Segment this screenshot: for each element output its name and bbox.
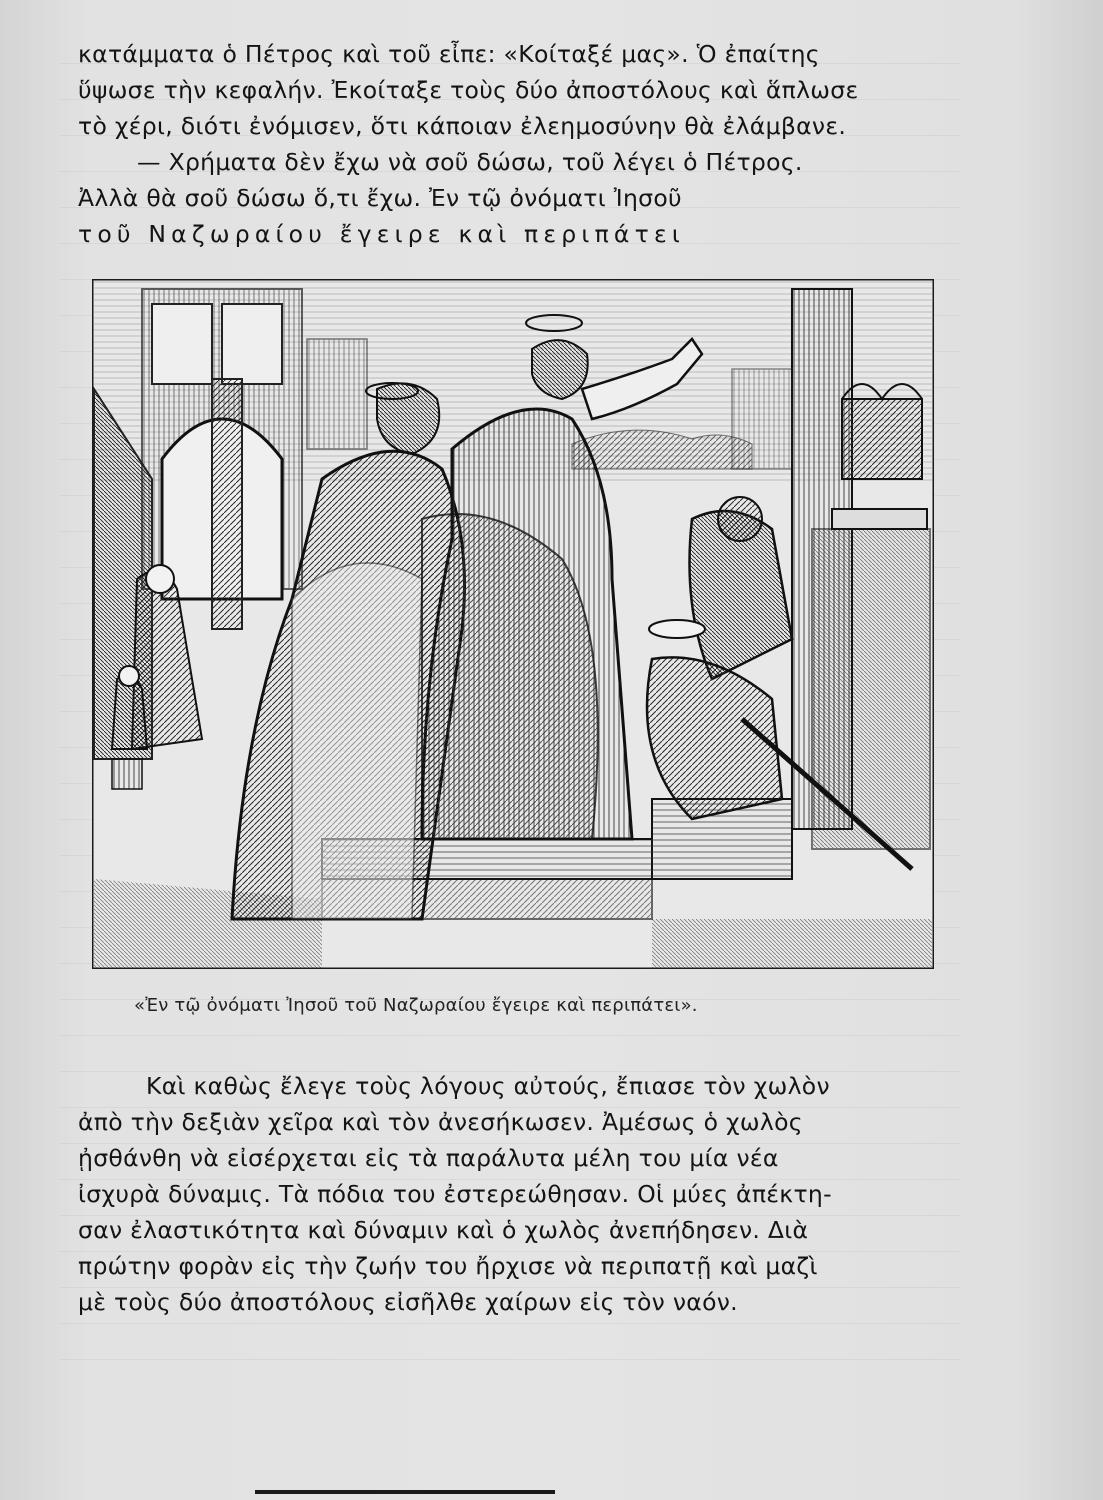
bottom-paragraph-line-1: Καὶ καθὼς ἔλεγε τοὺς λόγους αὐτούς, ἔπιασε τὸν χωλὸν (146, 1072, 830, 1100)
engraving-drawing (92, 279, 934, 969)
bottom-paragraph-line-7: μὲ τοὺς δύο ἀποστόλους εἰσῆλθε χαίρων εἰς τὸν ναόν. (78, 1288, 738, 1316)
bottom-paragraph-line-3: ᾐσθάνθη νὰ εἰσέρχεται εἰς τὰ παράλυτα μέλη του μία νέα (78, 1144, 779, 1172)
top-paragraph-line-6: τοῦ Ναζωραίου ἔγειρε καὶ περιπάτει (78, 220, 686, 248)
illustration-caption: «Ἐν τῷ ὀνόματι Ἰησοῦ τοῦ Ναζωραίου ἔγειρε καὶ περιπάτει». (134, 995, 698, 1016)
top-paragraph-line-3: τὸ χέρι, διότι ἐνόμισεν, ὅτι κάποιαν ἐλεημοσύνην θὰ ἐλάμβανε. (78, 112, 847, 140)
top-paragraph-line-2: ὕψωσε τὴν κεφαλήν. Ἐκοίταξε τοὺς δύο ἀποστόλους καὶ ἅπλωσε (78, 76, 859, 104)
bottom-paragraph-line-5: σαν ἐλαστικότητα καὶ δύναμιν καὶ ὁ χωλὸς ἀνεπήδησεν. Διὰ (78, 1216, 809, 1244)
top-paragraph-line-4: — Χρήματα δὲν ἔχω νὰ σοῦ δώσω, τοῦ λέγει ὁ Πέτρος. (137, 148, 803, 176)
bottom-rule (255, 1490, 555, 1494)
bottom-paragraph-line-6: πρώτην φορὰν εἰς τὴν ζωήν του ἤρχισε νὰ περιπατῇ καὶ μαζὶ (78, 1252, 818, 1280)
top-paragraph-line-1: κατάμματα ὁ Πέτρος καὶ τοῦ εἶπε: «Κοίταξέ μας». Ὁ ἐπαίτης (78, 40, 820, 68)
bottom-paragraph-line-2: ἀπὸ τὴν δεξιὰν χεῖρα καὶ τὸν ἀνεσήκωσεν. Ἀμέσως ὁ χωλὸς (78, 1108, 803, 1136)
engraving-illustration (92, 279, 934, 969)
top-paragraph-line-5: Ἀλλὰ θὰ σοῦ δώσω ὅ,τι ἔχω. Ἐν τῷ ὀνόματι Ἰησοῦ (78, 184, 682, 212)
bottom-paragraph-line-4: ἰσχυρὰ δύναμις. Τὰ πόδια του ἐστερεώθησαν. Οἱ μύες ἀπέκτη- (78, 1180, 832, 1208)
